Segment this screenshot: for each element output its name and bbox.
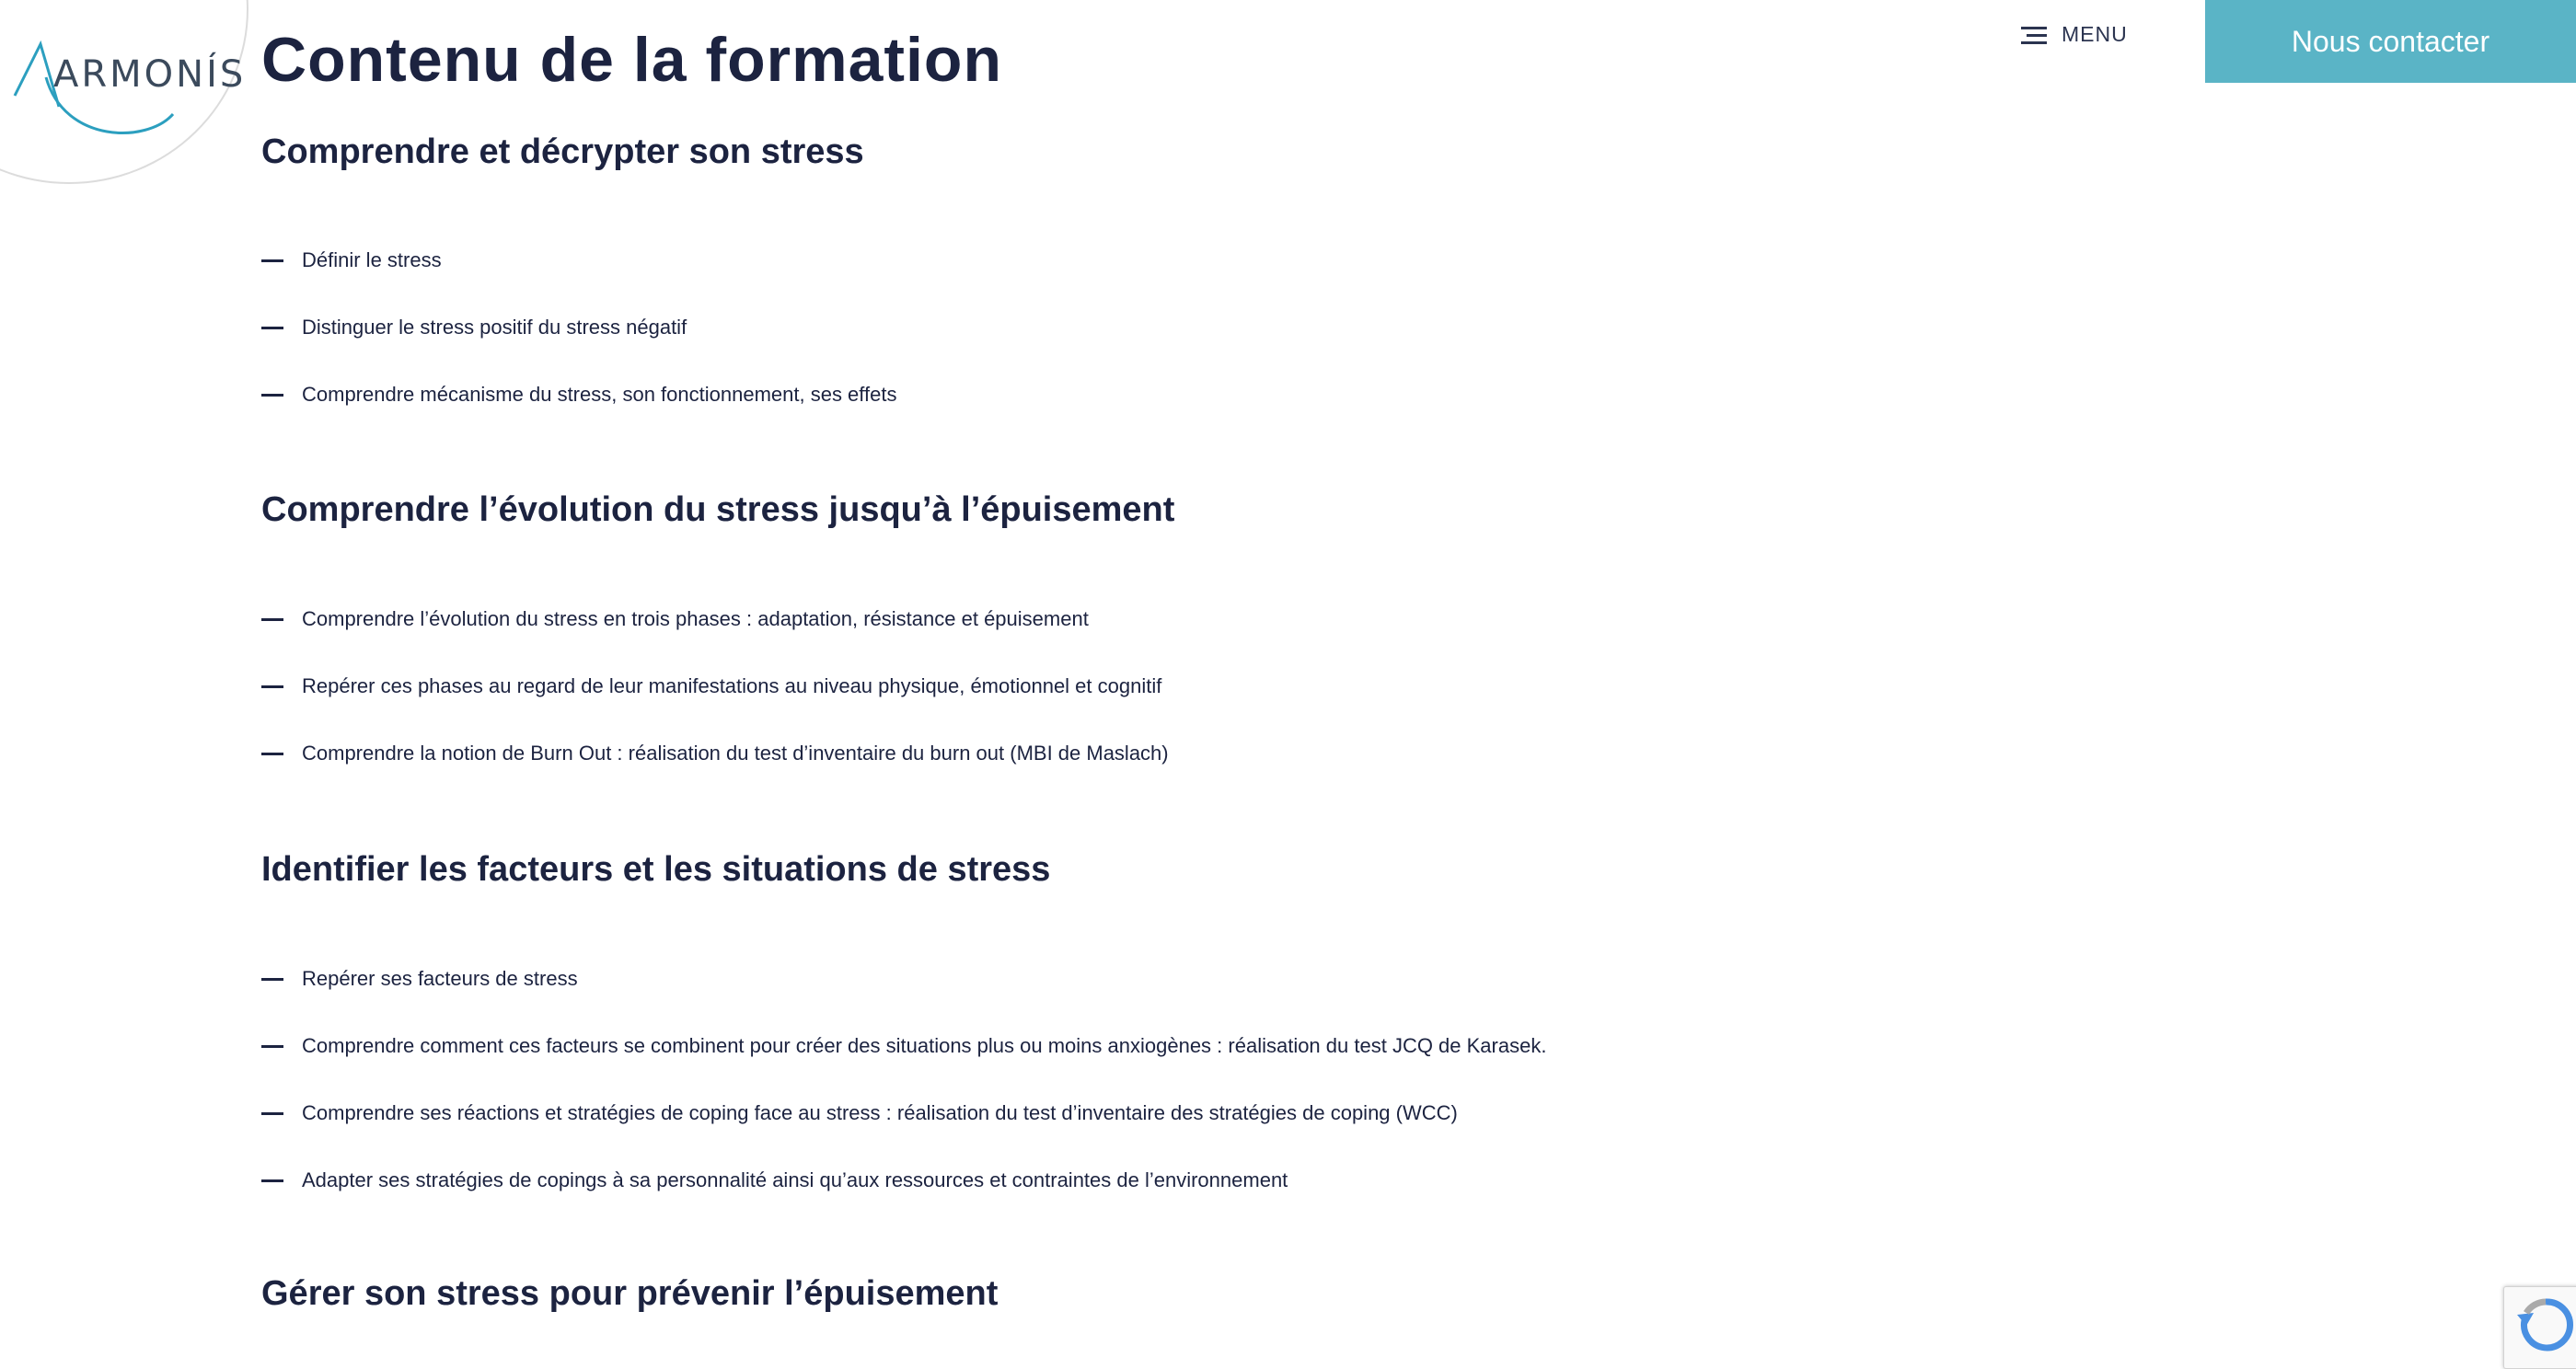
list-item xyxy=(261,1168,1288,1192)
dash-icon xyxy=(261,978,283,981)
list-item-text: Comprendre ses réactions et stratégies de coping face au stress : réalisation du test d’inventaire des stratégies de coping (WCC) xyxy=(302,1101,1458,1124)
list-item xyxy=(261,742,1169,765)
hamburger-icon xyxy=(2021,24,2047,46)
page-title: Contenu de la formation xyxy=(261,25,1002,95)
list-item-text: Comprendre mécanisme du stress, son fonctionnement, ses effets xyxy=(302,383,897,406)
dash-icon xyxy=(261,1112,283,1115)
list-item xyxy=(261,248,442,272)
list-item xyxy=(261,316,687,339)
list-item xyxy=(261,1101,1458,1125)
menu-label: MENU xyxy=(2062,22,2128,46)
list-item-text: Repérer ces phases au regard de leur manifestations au niveau physique, émotionnel et cognitif xyxy=(302,674,1162,697)
list-item xyxy=(261,1034,1546,1058)
recaptcha-icon xyxy=(2513,1293,2576,1357)
dash-icon xyxy=(261,753,283,755)
dash-icon xyxy=(261,259,283,262)
dash-icon xyxy=(261,394,283,397)
dash-icon xyxy=(261,618,283,621)
section-heading: Identifier les facteurs et les situations de stress xyxy=(261,850,1051,889)
dash-icon xyxy=(261,685,283,688)
section-heading: Gérer son stress pour prévenir l’épuisement xyxy=(261,1274,999,1313)
list-item xyxy=(261,607,1089,631)
contact-button[interactable]: Nous contacter xyxy=(2205,0,2576,83)
list-item-text: Adapter ses stratégies de copings à sa personnalité ainsi qu’aux ressources et contraintes de l’environnement xyxy=(302,1168,1288,1191)
menu-button[interactable] xyxy=(2021,22,2128,47)
list-item-text: Comprendre la notion de Burn Out : réalisation du test d’inventaire du burn out (MBI de Maslach) xyxy=(302,742,1169,765)
dash-icon xyxy=(261,1045,283,1048)
recaptcha-badge[interactable] xyxy=(2503,1286,2576,1369)
list-item-text: Définir le stress xyxy=(302,248,442,271)
list-item-text: Distinguer le stress positif du stress négatif xyxy=(302,316,687,339)
armonis-logo[interactable] xyxy=(9,33,247,144)
dash-icon xyxy=(261,1179,283,1182)
list-item-text: Repérer ses facteurs de stress xyxy=(302,967,578,990)
list-item-text: Comprendre comment ces facteurs se combinent pour créer des situations plus ou moins anxiogènes : réalisation du test JCQ de Karasek. xyxy=(302,1034,1547,1057)
section-heading: Comprendre et décrypter son stress xyxy=(261,132,864,171)
section-heading: Comprendre l’évolution du stress jusqu’à l’épuisement xyxy=(261,490,1175,529)
dash-icon xyxy=(261,327,283,329)
logo-wordmark: ARMONÍS xyxy=(53,53,247,96)
list-item xyxy=(261,383,896,407)
list-item xyxy=(261,967,578,991)
list-item-text: Comprendre l’évolution du stress en trois phases : adaptation, résistance et épuisement xyxy=(302,607,1089,630)
list-item xyxy=(261,674,1161,698)
